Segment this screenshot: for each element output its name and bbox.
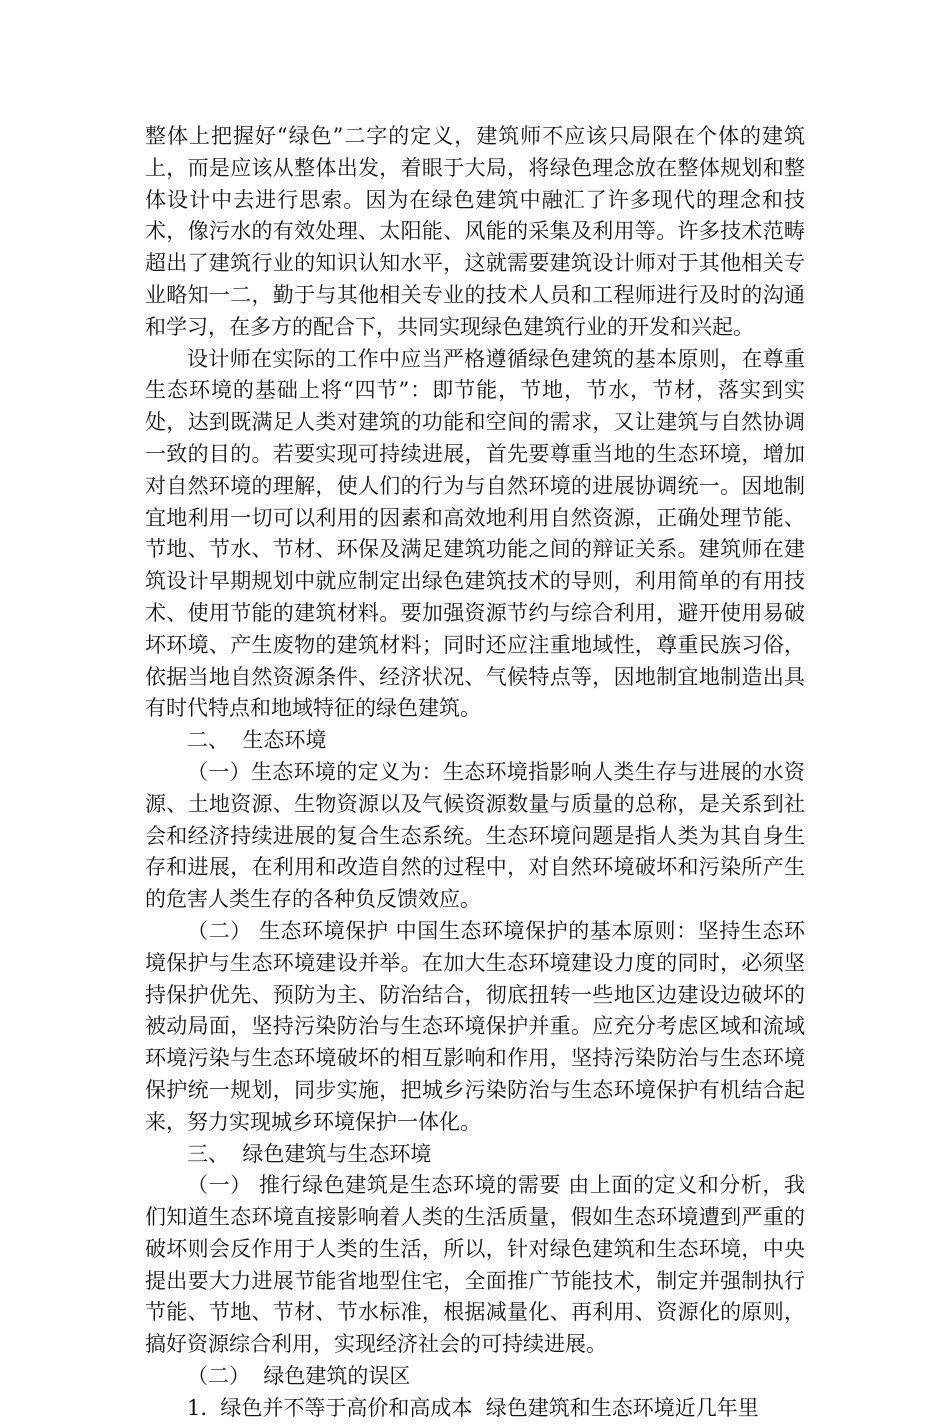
paragraph-ecology-definition: （一）生态环境的定义为：生态环境指影响人类生存与进展的水资源、土地资源、生物资源以及气候资源数量与质量的总称，是关系到社会和经济持续进展的复合生态系统。生态环境问题是指人类为其自身生存和进展，在利用和改造自然的过程中，对自然环境破坏和污染所产生的危害人类生存的各种负反馈效应。 (145, 759, 805, 912)
paragraph-green-definition: 整体上把握好“绿色”二字的定义，建筑师不应该只局限在个体的建筑上，而是应该从整体出发，着眼于大局，将绿色理念放在整体规划和整体设计中去进行思索。因为在绿色建筑中融汇了许多现代的理念和技术，像污水的有效处理、太阳能、风能的采集及利用等。许多技术范畴超出了建筑行业的知识认知水平，这就需要建筑设计师对于其他相关专业略知一二，勤于与其他相关专业的技术人员和工程师进行及时的沟通和学习，在多方的配合下，共同实现绿色建筑行业的开发和兴起。 (145, 124, 805, 339)
paragraph-ecology-protection: （二） 生态环境保护 中国生态环境保护的基本原则：坚持生态环境保护与生态环境建设并举。在加大生态环境建设力度的同时，必须坚持保护优先、预防为主、防治结合，彻底扭转一些地区边建设边破坏的被动局面，坚持污染防治与生态环境保护并重。应充分考虑区域和流域环境污染与生态环境破坏的相互影响和作用，坚持污染防治与生态环境保护统一规划，同步实施，把城乡污染防治与生态环境保护有机结合起来，努力实现城乡环境保护一体化。 (145, 918, 805, 1134)
subheading-green-building-misconceptions: （二） 绿色建筑的误区 (187, 1364, 411, 1389)
paragraph-promote-green-building: （一） 推行绿色建筑是生态环境的需要 由上面的定义和分析，我们知道生态环境直接影响着人类的生活质量，假如生态环境遭到严重的破坏则会反作用于人类的生活，所以，针对绿色建筑和生态环境，中央提出要大力进展节能省地型住宅，全面推广节能技术，制定并强制执行节能、节地、节材、节水标准，根据减量化、再利用、资源化的原则，搞好资源综合利用，实现经济社会的可持续进展。 (145, 1173, 805, 1357)
section-heading-ecological-environment: 二、 生态环境 (187, 728, 327, 753)
paragraph-design-principles: 设计师在实际的工作中应当严格遵循绿色建筑的基本原则，在尊重生态环境的基础上将“四节”：即节能，节地，节水，节材，落实到实处，达到既满足人类对建筑的功能和空间的需求，又让建筑与自然协调一致的目的。若要实现可持续进展，首先要尊重当地的生态环境，增加对自然环境的理解，使人们的行为与自然环境的进展协调统一。因地制宜地利用一切可以利用的因素和高效地利用自然资源，正确处理节能、节地、节水、节材、环保及满足建筑功能之间的辩证关系。建筑师在建筑设计早期规划中就应制定出绿色建筑技术的导则，利用简单的有用技术、使用节能的建筑材料。要加强资源节约与综合利用，避开使用易破坏环境、产生废物的建筑材料；同时还应注重地域性，尊重民族习俗，依据当地自然资源条件、经济状况、气候特点等，因地制宜地制造出具有时代特点和地域特征的绿色建筑。 (145, 346, 805, 721)
list-item-misconception-1: 1. 绿色并不等于高价和高成本 绿色建筑和生态环境近几年里 (187, 1395, 759, 1420)
document-page (145, 121, 805, 1425)
section-heading-green-building-and-ecology: 三、 绿色建筑与生态环境 (187, 1141, 432, 1166)
